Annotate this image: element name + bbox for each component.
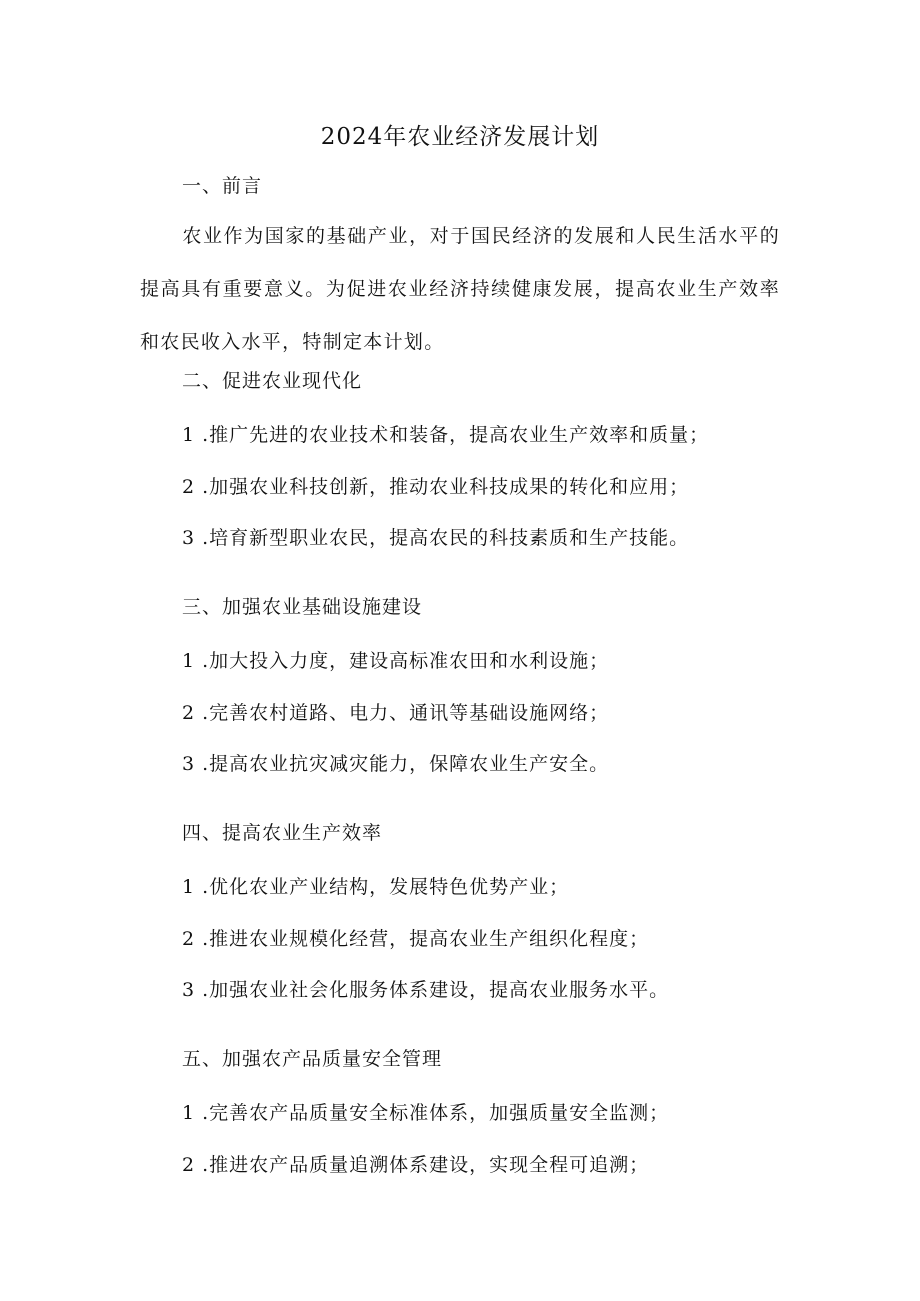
- section-heading-modernization: 二、促进农业现代化: [182, 370, 363, 392]
- list-item: 1 .优化农业产业结构，发展特色优势产业；: [182, 876, 570, 898]
- section-heading-efficiency: 四、提高农业生产效率: [182, 822, 383, 844]
- list-item: 3 .培育新型职业农民，提高农民的科技素质和生产技能。: [182, 527, 690, 549]
- list-item: 1 .推广先进的农业技术和装备，提高农业生产效率和质量；: [182, 424, 710, 446]
- list-item: 2 .完善农村道路、电力、通讯等基础设施网络；: [182, 702, 610, 724]
- preface-paragraph: [140, 210, 780, 369]
- list-item: 3 .加强农业社会化服务体系建设，提高农业服务水平。: [182, 979, 670, 1001]
- section-heading-preface: 一、前言: [182, 175, 263, 197]
- document-title: 2024年农业经济发展计划: [320, 124, 600, 150]
- list-item: 1 .加大投入力度，建设高标准农田和水利设施；: [182, 650, 610, 672]
- list-item: 2 .加强农业科技创新，推动农业科技成果的转化和应用；: [182, 476, 690, 498]
- preface-paragraph-text: 农业作为国家的基础产业，对于国民经济的发展和人民生活水平的提高具有重要意义。为促进农业经济持续健康发展，提高农业生产效率和农民收入水平，特制定本计划。: [140, 225, 780, 353]
- list-item: 2 .推进农业规模化经营，提高农业生产组织化程度；: [182, 928, 650, 950]
- list-item: 1 .完善农产品质量安全标准体系，加强质量安全监测；: [182, 1102, 670, 1124]
- list-item: 3 .提高农业抗灾减灾能力，保障农业生产安全。: [182, 753, 610, 775]
- section-heading-quality-safety: 五、加强农产品质量安全管理: [182, 1048, 443, 1070]
- section-heading-infrastructure: 三、加强农业基础设施建设: [182, 596, 423, 618]
- list-item: 2 .推进农产品质量追溯体系建设，实现全程可追溯；: [182, 1154, 650, 1176]
